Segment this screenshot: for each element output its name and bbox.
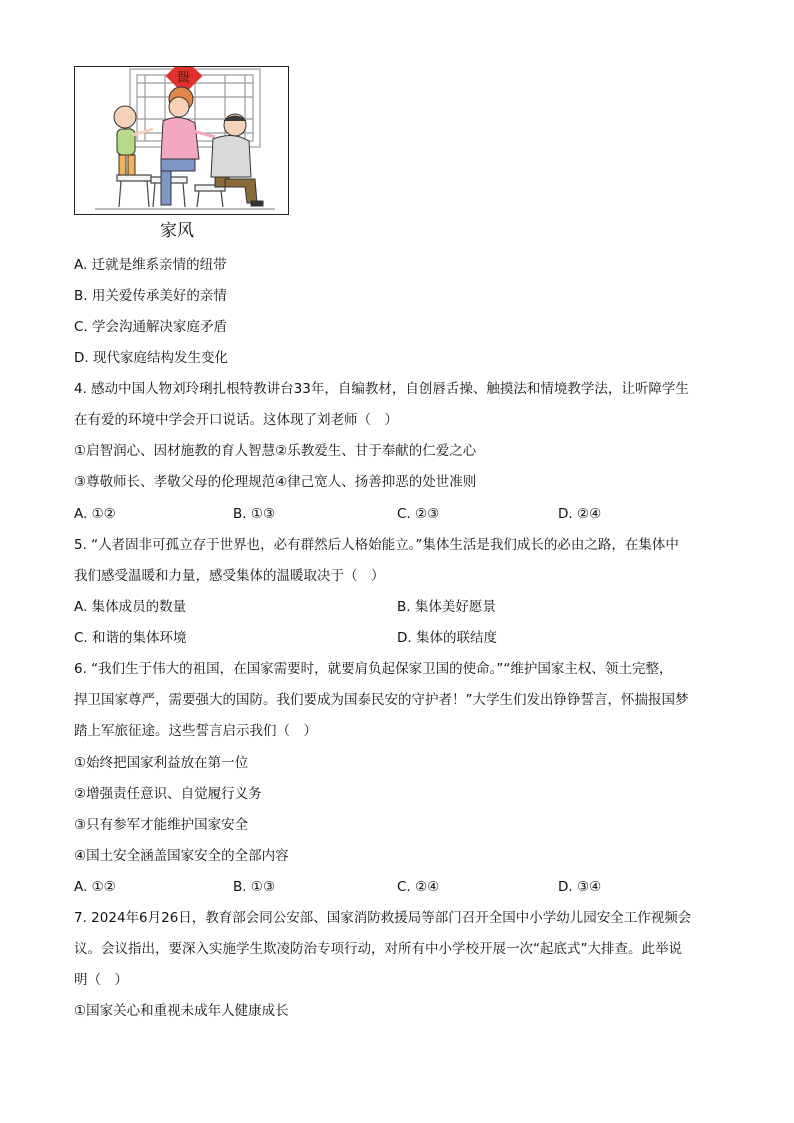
q5-option-b: B. 集体美好愿景 xyxy=(397,599,496,615)
family-scene-svg xyxy=(75,67,288,214)
q5-option-c: C. 和谐的集体环境 xyxy=(74,630,187,646)
q6-option-a: A. ①② xyxy=(74,879,116,895)
q7-statement-1: ①国家关心和重视未成年人健康成长 xyxy=(74,1003,289,1019)
q6-stem-line-2: 捍卫国家尊严，需要强大的国防。我们要成为国泰民安的守护者！”大学生们发出铮铮誓言，怀揣报国梦 xyxy=(74,692,689,708)
q6-option-d: D. ③④ xyxy=(558,879,602,895)
q4-statement-line-2: ③尊敬师长、孝敬父母的伦理规范④律己宽人、扬善抑恶的处世准则 xyxy=(74,474,477,490)
q3-option-c: C. 学会沟通解决家庭矛盾 xyxy=(74,319,228,335)
q4-stem-line-2: 在有爱的环境中学会开口说话。这体现了刘老师（ ） xyxy=(74,412,398,428)
q6-stem-line-3: 踏上军旅征途。这些誓言启示我们（ ） xyxy=(74,723,317,739)
q4-option-d: D. ②④ xyxy=(558,506,602,522)
q6-statement-3: ③只有参军才能维护国家安全 xyxy=(74,817,249,833)
q3-option-d: D. 现代家庭结构发生变化 xyxy=(74,350,228,366)
q7-stem-line-1: 7. 2024年6月26日，教育部会同公安部、国家消防救援局等部门召开全国中小学幼儿园安全工作视频会 xyxy=(74,910,692,926)
q5-option-d: D. 集体的联结度 xyxy=(397,630,497,646)
q6-statement-4: ④国土安全涵盖国家安全的全部内容 xyxy=(74,848,289,864)
q5-stem-line-1: 5. “人者固非可孤立存于世界也，必有群然后人格始能立。”集体生活是我们成长的必由之路，在集体中 xyxy=(74,537,679,553)
family-illustration xyxy=(74,66,289,215)
q6-option-c: C. ②④ xyxy=(397,879,440,895)
q4-stem-line-1: 4. 感动中国人物刘玲琍扎根特教讲台33年，自编教材，自创唇舌操、触摸法和情境教学法，让听障学生 xyxy=(74,381,689,397)
q3-option-a: A. 迁就是维系亲情的纽带 xyxy=(74,257,227,273)
q5-stem-line-2: 我们感受温暖和力量，感受集体的温暖取决于（ ） xyxy=(74,568,385,584)
figure-caption: 家风 xyxy=(160,221,194,241)
q3-option-b: B. 用关爱传承美好的亲情 xyxy=(74,288,227,304)
q6-statement-1: ①始终把国家利益放在第一位 xyxy=(74,755,249,771)
q6-stem-line-1: 6. “我们生于伟大的祖国，在国家需要时，就要肩负起保家卫国的使命。”“维护国家主权、领土完整， xyxy=(74,661,673,677)
q6-statement-2: ②增强责任意识、自觉履行义务 xyxy=(74,786,262,802)
q4-option-c: C. ②③ xyxy=(397,506,440,522)
q6-option-b: B. ①③ xyxy=(233,879,276,895)
elderly-man-figure xyxy=(211,114,263,206)
q7-stem-line-2: 议。会议指出，要深入实施学生欺凌防治专项行动，对所有中小学校开展一次“起底式”大排查。此举说 xyxy=(74,941,682,957)
q4-statement-line-1: ①启智润心、因材施教的育人智慧②乐教爱生、甘于奉献的仁爱之心 xyxy=(74,443,477,459)
q4-option-a: A. ①② xyxy=(74,506,116,522)
q7-stem-line-3: 明（ ） xyxy=(74,972,128,988)
svg-text:福: 福 xyxy=(177,68,191,83)
q4-option-b: B. ①③ xyxy=(233,506,276,522)
q5-option-a: A. 集体成员的数量 xyxy=(74,599,187,615)
